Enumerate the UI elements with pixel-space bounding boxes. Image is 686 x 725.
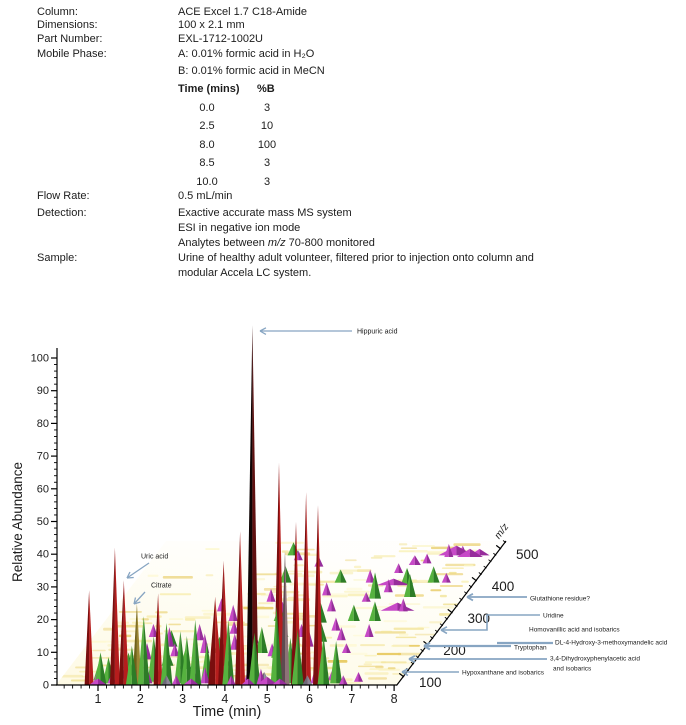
x-tick-label: 4 [221, 692, 229, 706]
annotation-label: Uridine [543, 612, 564, 620]
y-tick-label: 100 [30, 352, 49, 365]
annotation-label: Hippuric acid [357, 328, 398, 336]
z-axis-title: m/z [492, 521, 512, 542]
method-row-label: Dimensions: [37, 19, 98, 31]
gradient-header-time: Time (mins) [178, 83, 240, 95]
gradient-pb-cell: 3 [263, 157, 271, 169]
annotation-label: Citrate [151, 582, 172, 590]
y-tick-label: 10 [36, 646, 49, 659]
x-tick-label: 6 [306, 692, 313, 706]
mz-tick-label: 200 [443, 643, 466, 658]
annotation-label: Tryptophan [514, 644, 547, 652]
annotation-label: Uric acid [141, 553, 169, 561]
x-tick-label: 3 [179, 692, 187, 706]
method-row-value: Exactive accurate mass MS system [178, 207, 352, 219]
gradient-header-pb: %B [257, 83, 275, 95]
y-tick-label: 90 [36, 385, 49, 398]
gradient-time-cell: 10.0 [196, 176, 218, 188]
y-tick-label: 20 [36, 614, 49, 627]
y-axis-title: Relative Abundance [10, 461, 25, 583]
gradient-time-cell: 2.5 [199, 120, 215, 132]
method-row-value: Analytes between m/z 70-800 monitored [178, 237, 375, 249]
method-row-value: EXL-1712-1002U [178, 33, 264, 45]
y-tick-label: 80 [36, 417, 49, 430]
method-row-label: Sample: [37, 252, 78, 264]
method-row-value: 100 x 2.1 mm [178, 19, 245, 31]
method-row-value: B: 0.01% formic acid in MeCN [178, 65, 325, 77]
gradient-time-cell: 8.0 [199, 139, 215, 151]
y-tick-label: 70 [36, 450, 49, 463]
annotation-label: Hypoxanthane and isobarics [462, 669, 545, 677]
method-row-value: ACE Excel 1.7 C18-Amide [178, 6, 307, 18]
x-axis-title: Time (min) [192, 704, 262, 720]
gradient-pb-cell: 10 [260, 120, 274, 132]
gradient-time-cell: 0.0 [199, 102, 215, 114]
mz-tick-label: 500 [516, 547, 539, 562]
y-tick-label: 50 [36, 516, 49, 528]
annotation-label: DL-4-Hydroxy-3-methoxymandelic acid [555, 639, 668, 647]
annotation-label: Homovanillic acid and isobarics [529, 626, 620, 634]
gradient-time-cell: 8.5 [199, 157, 215, 169]
method-row-label: Part Number: [37, 33, 103, 45]
method-row-label: Detection: [37, 207, 87, 219]
mz-tick-label: 300 [467, 611, 491, 626]
gradient-pb-cell: 3 [263, 176, 271, 188]
annotation-label: and isobarics [553, 665, 592, 673]
x-tick-label: 5 [263, 692, 271, 706]
method-row-label: Mobile Phase: [37, 48, 107, 60]
annotation-label: Glutathione residue? [530, 595, 590, 603]
method-row-value: A: 0.01% formic acid in H₂O [178, 48, 315, 60]
annotation-line [441, 615, 540, 630]
y-tick-label: 60 [36, 483, 49, 496]
annotation-label: 3,4-Dihydroxyphenylacetic acid [550, 655, 640, 663]
method-row-label: Column: [37, 6, 78, 18]
y-tick-label: 40 [36, 548, 49, 561]
gradient-pb-cell: 100 [257, 139, 277, 151]
method-row-value: ESI in negative ion mode [178, 222, 301, 234]
x-tick-label: 8 [390, 692, 398, 706]
y-tick-label: 0 [42, 679, 49, 692]
mz-tick-label: 100 [419, 675, 442, 690]
method-row-value: Urine of healthy adult volunteer, filtered prior to injection onto column and [178, 252, 534, 264]
gradient-pb-cell: 3 [263, 102, 271, 114]
peak-red [85, 590, 90, 685]
method-row-value: 0.5 mL/min [178, 190, 233, 202]
x-tick-label: 7 [348, 692, 356, 706]
mz-tick-label: 400 [491, 579, 515, 594]
method-row-label: Flow Rate: [37, 190, 90, 202]
x-tick-label: 1 [94, 692, 102, 706]
y-tick-label: 30 [36, 581, 49, 594]
x-tick-label: 2 [136, 692, 144, 706]
method-row-value: modular Accela LC system. [178, 267, 312, 279]
